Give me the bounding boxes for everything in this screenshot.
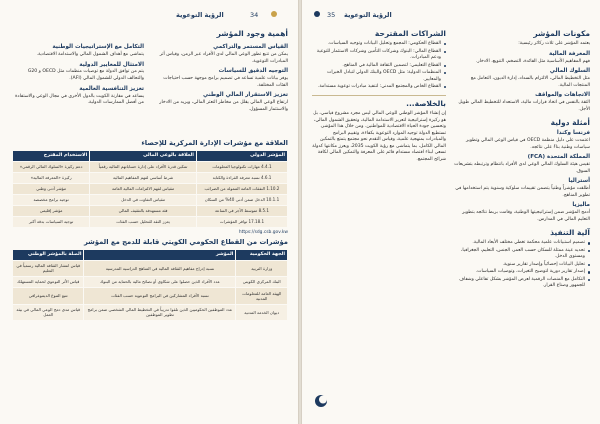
right-page-left-col (312, 29, 446, 165)
table-cell: 4.4.1 مهارات تكنولوجيا المعلومات (196, 161, 287, 172)
table-cell: 1.10.2 النفقات العامة الممولة من الضرائب (196, 183, 287, 194)
importance-item-title: تعزيز الاستقرار المالي الوطني (202, 92, 288, 99)
component-text: الثقة بالنفس في اتخاذ قرارات مالية، الاستعداد للتخطيط المالي طويل الأجل. (458, 100, 590, 112)
importance-item-title: الامتثال للمعايير الدولية (79, 61, 144, 68)
table-cell: 10.1.1 الدخل ضمن أدنى 40% من السكان (196, 194, 287, 205)
table-cell: مقياس التفاوت في الدخل (90, 194, 197, 205)
table2-title: مؤشرات من القطاع الحكومي الكويتي قابلة للدمج مع المؤشر (83, 238, 288, 247)
table-row (13, 161, 288, 172)
component-title: المعرفة المالية (548, 50, 590, 57)
importance-item-text: يتم من توافق الدولة مع توصيات منظمات مثل OECD و G20 والتحالف الدولي للشمول المالي (AFI). (27, 69, 144, 81)
steps-list (454, 240, 590, 290)
table-header: الاستخدام المقترح (13, 151, 90, 161)
table-header: الصلة بالمؤشر الوطني (13, 250, 84, 260)
table-header: المؤشر (84, 250, 236, 260)
example-title: ماليزيا (572, 202, 590, 209)
table-cell: دعم ركيزة «السلوك المالي الرقمي» (13, 161, 90, 172)
table-cell: شرط أساسي لفهم المفاهيم المالية (90, 172, 197, 183)
table-cell: قياس مدى دمج الوعي المالي في بيئة العمل (13, 304, 84, 320)
list-item: المنظمات الدولية: مثل OECD والبنك الدولي لتبادل الخبرات والمعايير. (312, 70, 446, 83)
list-item: إصدار تقارير دورية لتوضيح التغيرات، وتوصيات السياسات. (454, 269, 590, 276)
conclusion-text: إن إنشاء المؤشر الوطني للوعي المالي ليس مجرد مشروع قياسي، بل هو ركيزة إستراتيجية لتعزيز الاستدامة المالية، وتحقيق الشمول المالي، وتحسين جودة الحياة الاقتصادية للمواطنين. ومن خلال هذا المؤشر، تستطيع الدولة توجيه الموارد التوعوية بكفاءة، وتقييم البرامج والمبادرات بمنهجية علمية، وقياس التقدم نحو مجتمع يتمتع بالتمكين المالي الكامل، بما يتماشى مع رؤية الكويت 2035، ويعزز مكانتها كدولة تسعى لبناء اقتصاد مستدام قائم على المعرفة والتمكين المالي لكافة شرائح المجتمع. (312, 111, 446, 162)
list-item: القطاع المالي: البنوك وشركات التأمين وشركات الاستثمار للتوعية ودعم المبادرات. (312, 49, 446, 62)
partnerships-list (312, 41, 446, 91)
importance-item-title: تعزيز التنافسية العالمية (79, 85, 144, 92)
table-cell: عدد الموظفين الحكوميين الذين تلقوا تدريباً في التخطيط المالي الشخصي ضمن برامج تطوير الموظفين (84, 304, 236, 320)
table-row (13, 277, 288, 288)
importance-item-title: التوجيه الدقيق للسياسات (218, 68, 288, 75)
importance-item-title: التكامل مع الإستراتيجيات الوطنية (52, 44, 144, 50)
table-cell: عدد الأفراد الذين حصلوا على شكاوى أو نصائح مالية بالحماية من البنوك (84, 277, 236, 288)
decorative-logo-icon (314, 394, 328, 408)
importance-item-title: القياس المستمر والتراكمي (213, 44, 288, 50)
table-cell: قياس انتشار الثقافة المالية رسمياً في التعليم (13, 260, 84, 276)
list-item: القطاع الخاص والمجتمع المدني: لتنفيذ مبادرات توعوية مستدامة. (312, 84, 446, 91)
list-item: القطاع التعليمي: لتضمين الثقافة المالية في المناهج. (312, 63, 446, 70)
table-cell: مقياس لفهم الالتزامات المالية العامة (90, 183, 197, 194)
government-indicators-table (12, 249, 288, 321)
components-title: مكونات المؤشر (533, 29, 590, 38)
importance-item-text: يساعد في مقارنة الكويت بالدول الأخرى في مجال الوعي والاستفادة من أفضل الممارسات الدولية. (15, 93, 144, 106)
right-page-right-col (454, 29, 590, 292)
table1-title: العلاقة مع مؤشرات الإدارة المركزية للإحصاء (141, 139, 288, 147)
table-cell: مؤشر إقليمي (13, 205, 90, 216)
table-row (13, 288, 288, 304)
table-row (13, 304, 288, 320)
section-divider (312, 95, 446, 96)
example-title: المملكة المتحدة (FCA) (527, 154, 590, 161)
table-cell: 17.18.1 توافر المؤشرات (196, 217, 287, 228)
table-header: العلاقة بالوعي المالي (90, 151, 197, 161)
importance-right-col (156, 41, 288, 115)
components-intro: يعتمد المؤشر على ثلاث ركائز رئيسية: (518, 41, 590, 46)
list-item: التكامل مع المنصات الرقمية لعرض المؤشر بشكل تفاعلي وشفاف للجمهور وصناع القرار. (454, 277, 590, 290)
right-page (302, 0, 600, 424)
component-title: السلوك المالي (549, 68, 590, 75)
table-row (13, 217, 288, 228)
table-cell: توجيه برامج مخصصة (13, 194, 90, 205)
table-cell: نسبة إدراج مفاهيم الثقافة المالية في المناهج الدراسية المدرسية (84, 260, 236, 276)
table-cell: توجيه السياسات بدقة أكبر (13, 217, 90, 228)
component-title: الاتجاهات والمواقف (535, 92, 590, 99)
table-cell: نسبة الأفراد المشاركين في البرامج التوعوية حسب الفئات (84, 288, 236, 304)
importance-columns (12, 41, 288, 139)
importance-item-text: يمكن من تتبع تطور الوعي المالي لدى الأفراد عبر الزمن، وقياس أثر المبادرات التوعوية. (159, 51, 288, 64)
example-text: أطلقت مؤشراً وطنياً يتضمن تقييمات سلوكية وسنوية يتم استخدامها في تطوير المناهج. (455, 186, 590, 198)
page-number: 34 (250, 11, 259, 19)
left-page-content (12, 29, 288, 321)
table-cell: 8.5.1 متوسط الأجر في الساعة (196, 205, 287, 216)
component-text: مثل التخطيط المالي، الالتزام بالسداد، إدارة الديون، التعامل مع المنتجات المالية. (470, 76, 590, 88)
steps-title: آلية التنفيذ (550, 228, 590, 238)
examples-title: أمثلة دولية (550, 118, 590, 128)
left-page (0, 0, 298, 424)
csb-indicators-table (12, 150, 288, 228)
list-item: تحليل البيانات إحصائياً وإصدار تقارير سنوية. (454, 262, 590, 269)
table-cell: 4.6.1 نسبة معرفة القراءة والكتابة (196, 172, 287, 183)
example-text: اعتمدت على دليل منظمة OECD في قياس الوعي المالي وتطوير سياسات وطنية بناءً على نتائجه. (466, 138, 590, 150)
component-text: فهم المفاهيم الأساسية مثل الفائدة، التضخم، التنويع، الادخار. (475, 58, 590, 64)
page-header: الرؤية التوعوية (176, 11, 224, 19)
table-cell: وزارة التربية (236, 260, 288, 276)
table-row (13, 260, 288, 276)
table-cell: ديوان الخدمة المدنية (236, 304, 288, 320)
list-item: تصميم استبيانات علمية محكمة تغطي مختلف الأبعاد المالية. (454, 240, 590, 247)
page-header: الرؤية التوعوية (344, 11, 392, 19)
list-item: القطاع الحكومي: المجمع وتحليل البيانات وتوجيه السياسات. (312, 41, 446, 48)
page-number: 35 (327, 11, 336, 19)
partnerships-title: الشراكات المقترحة (374, 29, 446, 38)
example-title: فرنسا وكندا (556, 130, 590, 137)
importance-item-text: ارتفاع الوعي المالي يقلل من مخاطر التعثر المالي، ويزيد من الادخار والاستثمار المسؤول. (159, 100, 288, 112)
table-row (13, 183, 288, 194)
source-link[interactable]: https://sdg.csb.gov.kw (238, 230, 288, 236)
importance-item-text: يوفر بيانات علمية تساعد في تصميم برامج موجهة حسب احتياجات الفئات المختلفة. (163, 76, 288, 88)
table-cell: فئة مستهدفة بالتثقيف المالي (90, 205, 197, 216)
importance-left-col (12, 41, 144, 109)
table-cell: مؤشر أدنى وطني (13, 183, 90, 194)
table-row (13, 194, 288, 205)
conclusion-title: بالخلاصة... (406, 99, 446, 109)
example-title: أستراليا (568, 178, 590, 185)
section-title: أهمية وجود المؤشر (216, 29, 288, 38)
header-dot-icon (271, 11, 277, 17)
table-cell: تتبع التنوع الديموغرافي (13, 288, 84, 304)
table-header: المؤشر الدولي (196, 151, 287, 161)
table-row (13, 205, 288, 216)
table-header: الجهة الحكومية (236, 250, 288, 260)
table-cell: البنك المركزي الكويتي (236, 277, 288, 288)
example-text: تقيس هيئة السلوك المالي الوعي لدى الأفراد بانتظام وترتبطه بتشريعات السوق. (454, 162, 590, 174)
table-cell: الهيئة العامة للمعلومات المدنية (236, 288, 288, 304)
example-text: أدمج المؤشر ضمن إستراتيجيتها الوطنية، وقامت بربط نتائجه بتطوير التعليم المالي في المدارس. (462, 210, 590, 222)
table-cell: قياس الأثر التوعوي لحماية المستهلك (13, 277, 84, 288)
list-item: تحديد عينة ممثلة للسكان حسب العمر، الجنس، التعليم، الجغرافيا، ومستوى الدخل. (454, 248, 590, 261)
table-cell: ركيزة «المعرفة المالية» (13, 172, 90, 183)
importance-item-text: يتماشى مع أهداف الشمول المالي والاستدامة الاقتصادية. (36, 51, 144, 57)
header-dot-icon (314, 11, 320, 17)
table-cell: يعزز الثقة للتحليل حسب الفئات (90, 217, 197, 228)
table-row (13, 172, 288, 183)
table-cell: تمكين قدرة الأفراد على إدارة حساباتهم المالية رقمياً (90, 161, 197, 172)
